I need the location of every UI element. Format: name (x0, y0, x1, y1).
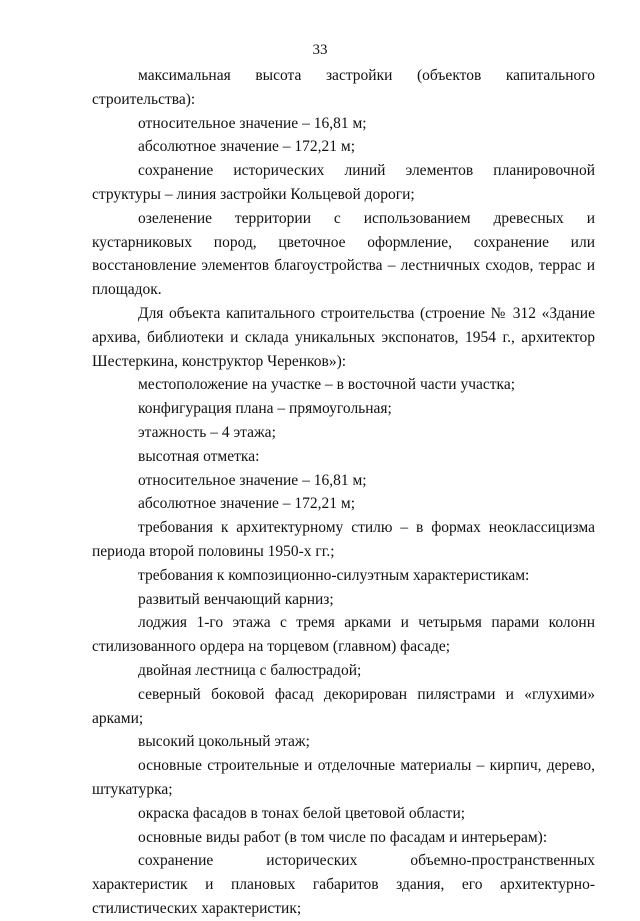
paragraph-preservation: сохранение исторических объемно-пространственных характеристик и плановых габаритов здания, его архитектурно-стилистических характеристик; (92, 852, 595, 917)
paragraph-height-mark: высотная отметка: (138, 447, 260, 465)
paragraph-relative-value: относительное значение – 16,81 м; (138, 114, 367, 132)
paragraph-architectural-style: требования к архитектурному стилю – в формах неоклассицизма периода второй половины 1950-х гг.; (92, 519, 595, 560)
paragraph-loggia: лоджия 1-го этажа с тремя арками и четырьмя парами колонн стилизованного ордера на торцевом (главном) фасаде; (92, 614, 595, 656)
paragraph-historic-lines: сохранение исторических линий элементов планировочной структуры – линия застройки Кольцевой дороги; (92, 162, 595, 203)
paragraph-north-facade: северный боковой фасад декорирован пилястрами и «глухими» арками; (92, 685, 595, 727)
paragraph-materials: основные строительные и отделочные материалы – кирпич, дерево, штукатурка; (92, 757, 595, 798)
paragraph-plan-configuration: конфигурация плана – прямоугольная; (138, 400, 392, 418)
paragraph-max-height: максимальная высота застройки (объектов капитального строительства): (92, 67, 595, 108)
paragraph-facade-color: окраска фасадов в тонах белой цветовой области; (138, 804, 466, 822)
paragraph-object-heading: Для объекта капитального строительства (строение № 312 «Здание архива, библиотеки и склада уникальных экспонатов, 1954 г., архитектор Шестеркина, конструктор Черенков»): (92, 304, 595, 370)
paragraph-absolute-value: абсолютное значение – 172,21 м; (138, 138, 355, 156)
paragraph-double-staircase: двойная лестница с балюстрадой; (138, 661, 362, 679)
page-number: 33 (312, 42, 328, 58)
paragraph-cornice: развитый венчающий карниз; (138, 590, 334, 608)
paragraph-floors: этажность – 4 этажа; (138, 423, 276, 441)
document-body (92, 64, 595, 921)
paragraph-silhouette-requirements: требования к композиционно-силуэтным характеристикам: (138, 566, 530, 584)
paragraph-location: местоположение на участке – в восточной части участка; (138, 376, 516, 394)
paragraph-absolute-value-2: абсолютное значение – 172,21 м; (138, 495, 355, 513)
paragraph-basement-floor: высокий цокольный этаж; (138, 733, 310, 751)
paragraph-landscaping: озеленение территории с использованием древесных и кустарниковых пород, цветочное оформление, сохранение или восстановление элементов благоустройства – лестничных сходов, террас и площадок. (92, 209, 595, 299)
paragraph-relative-value-2: относительное значение – 16,81 м; (138, 471, 367, 489)
paragraph-work-types: основные виды работ (в том числе по фасадам и интерьерам): (138, 828, 548, 846)
